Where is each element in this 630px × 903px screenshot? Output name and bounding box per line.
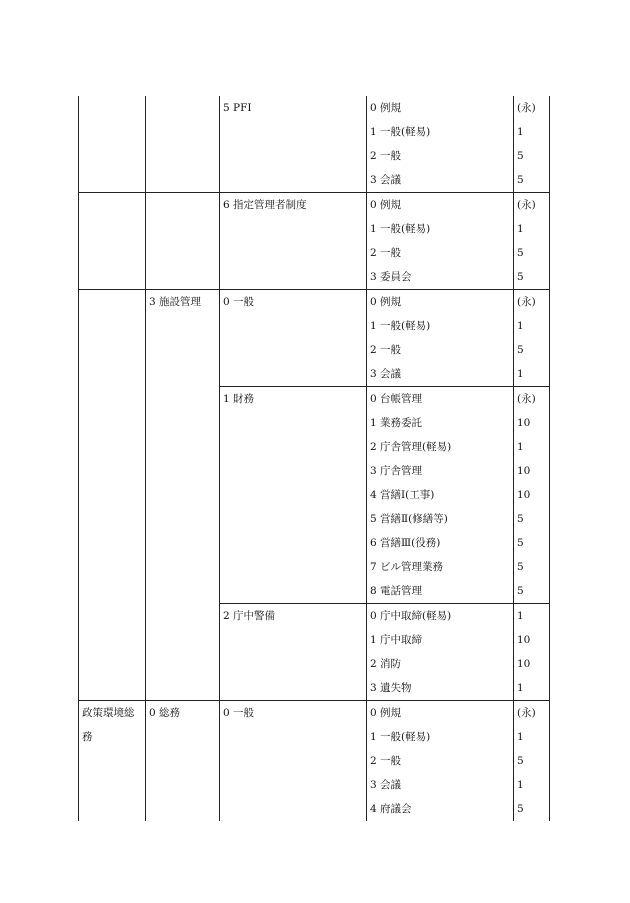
item-cell xyxy=(367,387,514,604)
table-row xyxy=(79,701,550,822)
retention-period: 10 xyxy=(517,658,531,670)
sub-category-cell: 0 一般 xyxy=(220,701,367,822)
retention-period: 5 xyxy=(517,150,524,162)
retention-period: (永) xyxy=(517,199,536,211)
category-label-line: 政策環境総 xyxy=(82,707,135,719)
retention-period: 5 xyxy=(517,585,524,597)
retention-period: 10 xyxy=(517,489,531,501)
category-cell xyxy=(79,193,146,290)
item-name: 0 例規 xyxy=(370,707,402,719)
middle-category-cell: 0 総務 xyxy=(146,701,220,822)
item-cell xyxy=(367,290,514,387)
retention-period-cell xyxy=(514,290,550,387)
item-name: 3 会議 xyxy=(370,174,402,186)
retention-period: 5 xyxy=(517,755,524,767)
retention-period: 10 xyxy=(517,465,531,477)
table-row xyxy=(79,193,550,290)
retention-period: 1 xyxy=(517,682,524,694)
item-name: 1 一般(軽易) xyxy=(370,126,431,138)
category-label-line: 務 xyxy=(82,731,93,743)
sub-category-cell: 5 PFI xyxy=(220,96,367,193)
retention-period: 5 xyxy=(517,271,524,283)
item-cell xyxy=(367,701,514,822)
item-name: 4 営繕Ⅰ(工事) xyxy=(370,489,435,501)
item-name: 2 消防 xyxy=(370,658,402,670)
item-name: 2 一般 xyxy=(370,344,402,356)
item-name: 3 会議 xyxy=(370,368,402,380)
retention-period: 1 xyxy=(517,223,524,235)
item-name: 3 委員会 xyxy=(370,271,412,283)
retention-period: 5 xyxy=(517,561,524,573)
item-name: 3 庁舎管理 xyxy=(370,465,423,477)
sub-category-cell: 1 財務 xyxy=(220,387,367,604)
item-name: 2 一般 xyxy=(370,247,402,259)
item-name: 3 遺失物 xyxy=(370,682,412,694)
item-name: 3 会議 xyxy=(370,779,402,791)
middle-category-cell xyxy=(146,96,220,193)
sub-category-cell: 2 庁中警備 xyxy=(220,604,367,701)
item-name: 1 一般(軽易) xyxy=(370,320,431,332)
retention-period-cell xyxy=(514,387,550,604)
sub-category-cell: 6 指定管理者制度 xyxy=(220,193,367,290)
item-name: 6 営繕Ⅲ(役務) xyxy=(370,537,441,549)
retention-period: 1 xyxy=(517,368,524,380)
retention-period: 1 xyxy=(517,779,524,791)
retention-period: (永) xyxy=(517,296,536,308)
retention-period: 1 xyxy=(517,610,524,622)
table-row xyxy=(79,96,550,193)
item-name: 8 電話管理 xyxy=(370,585,423,597)
table-row xyxy=(79,290,550,387)
retention-period: 10 xyxy=(517,634,531,646)
category-cell xyxy=(79,290,146,701)
item-cell xyxy=(367,604,514,701)
middle-category-cell: 3 施設管理 xyxy=(146,290,220,701)
item-name: 2 庁舎管理(軽易) xyxy=(370,441,452,453)
item-name: 0 例規 xyxy=(370,102,402,114)
item-name: 5 営繕Ⅱ(修繕等) xyxy=(370,513,448,525)
retention-period-cell xyxy=(514,701,550,822)
retention-period: 5 xyxy=(517,174,524,186)
item-name: 4 府議会 xyxy=(370,803,412,815)
item-name: 1 業務委託 xyxy=(370,417,423,429)
item-name: 0 例規 xyxy=(370,199,402,211)
category-cell xyxy=(79,701,146,822)
item-name: 1 一般(軽易) xyxy=(370,731,431,743)
category-cell xyxy=(79,96,146,193)
retention-period: (永) xyxy=(517,393,536,405)
retention-period: 1 xyxy=(517,126,524,138)
retention-period: 5 xyxy=(517,247,524,259)
retention-period: 1 xyxy=(517,731,524,743)
item-name: 1 庁中取締 xyxy=(370,634,423,646)
retention-period-cell xyxy=(514,193,550,290)
retention-period-cell xyxy=(514,96,550,193)
retention-period: (永) xyxy=(517,707,536,719)
item-name: 7 ビル管理業務 xyxy=(370,561,444,573)
retention-period: 5 xyxy=(517,513,524,525)
retention-period: 5 xyxy=(517,803,524,815)
retention-period: (永) xyxy=(517,102,536,114)
retention-period: 5 xyxy=(517,344,524,356)
retention-period: 10 xyxy=(517,417,531,429)
item-name: 0 例規 xyxy=(370,296,402,308)
item-name: 0 台帳管理 xyxy=(370,393,423,405)
retention-period: 5 xyxy=(517,537,524,549)
item-cell xyxy=(367,193,514,290)
retention-period: 1 xyxy=(517,320,524,332)
item-name: 2 一般 xyxy=(370,755,402,767)
sub-category-cell: 0 一般 xyxy=(220,290,367,387)
item-name: 0 庁中取締(軽易) xyxy=(370,610,452,622)
item-cell xyxy=(367,96,514,193)
retention-period: 1 xyxy=(517,441,524,453)
middle-category-cell xyxy=(146,193,220,290)
retention-schedule-table xyxy=(78,96,550,821)
retention-period-cell xyxy=(514,604,550,701)
item-name: 1 一般(軽易) xyxy=(370,223,431,235)
item-name: 2 一般 xyxy=(370,150,402,162)
